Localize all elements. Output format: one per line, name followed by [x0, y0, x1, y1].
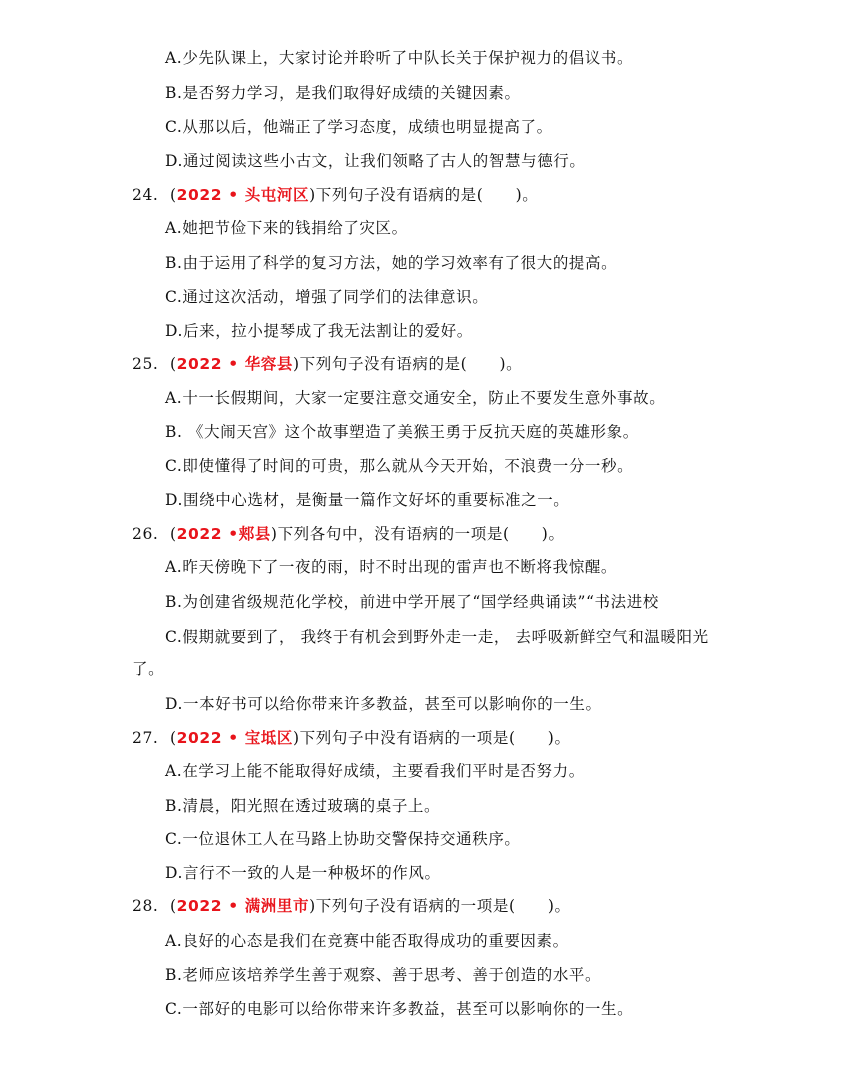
option-c: C.从那以后，他端正了学习态度，成绩也明显提高了。: [165, 118, 553, 136]
paren-close: ): [309, 897, 316, 915]
option-a: A.在学习上能不能取得好成绩，主要看我们平时是否努力。: [165, 762, 585, 780]
question-27: [132, 728, 571, 748]
option-d: D.通过阅读这些小古文，让我们领略了古人的智慧与德行。: [165, 152, 586, 170]
question-stem: 下列句子没有语病的是( )。: [299, 355, 523, 373]
question-source: 2022 • 头屯河区: [176, 186, 310, 204]
question-number: 26.: [132, 525, 159, 543]
question-number: 27.: [132, 729, 159, 747]
question-number: 24.: [132, 186, 159, 204]
option-b: B.是否努力学习，是我们取得好成绩的关键因素。: [165, 84, 521, 102]
option-a: A.良好的心态是我们在竞赛中能否取得成功的重要因素。: [165, 932, 569, 950]
question-number: 28.: [132, 897, 159, 915]
paren-close: ): [270, 525, 278, 543]
option-b: B.为创建省级规范化学校，前进中学开展了“国学经典诵读”“书法进校: [165, 593, 659, 611]
paren-open: (: [170, 186, 177, 204]
question-source: 2022 • 满洲里市: [176, 897, 310, 915]
question-26: [132, 524, 565, 544]
option-a: A.她把节俭下来的钱捐给了灾区。: [165, 219, 408, 237]
question-source: 2022 •郏县: [176, 525, 271, 543]
question-stem: 下列句子没有语病的是( )。: [315, 186, 539, 204]
paren-open: (: [170, 897, 177, 915]
option-b: B.由于运用了科学的复习方法，她的学习效率有了很大的提高。: [165, 254, 618, 272]
option-a: A.少先队课上，大家讨论并聆听了中队长关于保护视力的倡议书。: [165, 49, 634, 67]
option-c: C.通过这次活动，增强了同学们的法律意识。: [165, 288, 489, 306]
option-b: B. 《大闹天宫》这个故事塑造了美猴王勇于反抗天庭的英雄形象。: [165, 423, 639, 441]
option-c: C.一位退休工人在马路上协助交警保持交通秩序。: [165, 830, 521, 848]
option-c: C.一部好的电影可以给你带来许多教益，甚至可以影响你的一生。: [165, 1000, 634, 1018]
paren-close: ): [293, 355, 300, 373]
paren-open: (: [170, 729, 177, 747]
paren-open: (: [170, 355, 177, 373]
question-source: 2022 • 宝坻区: [176, 729, 293, 747]
option-d: D.围绕中心选材，是衡量一篇作文好坏的重要标准之一。: [165, 491, 570, 509]
option-d: D.言行不一致的人是一种极坏的作风。: [165, 864, 441, 882]
question-stem: 下列各句中，没有语病的一项是( )。: [277, 525, 565, 543]
paren-open: (: [170, 525, 177, 543]
question-stem: 下列句子没有语病的一项是( )。: [315, 897, 571, 915]
paren-close: ): [293, 729, 300, 747]
option-c: C.假期就要到了， 我终于有机会到野外走一走， 去呼吸新鲜空气和温暖阳光: [165, 628, 709, 646]
option-b: B.清晨，阳光照在透过玻璃的桌子上。: [165, 797, 441, 815]
question-24: [132, 185, 538, 205]
question-number: 25.: [132, 355, 159, 373]
question-25: [132, 354, 522, 374]
option-b: B.老师应该培养学生善于观察、善于思考、善于创造的水平。: [165, 966, 602, 984]
option-a: A.昨天傍晚下了一夜的雨，时不时出现的雷声也不断将我惊醒。: [165, 558, 618, 576]
question-stem: 下列句子中没有语病的一项是( )。: [299, 729, 571, 747]
paren-close: ): [309, 186, 316, 204]
question-28: [132, 896, 571, 916]
option-c-continuation: 了。: [132, 660, 165, 678]
question-source: 2022 • 华容县: [176, 355, 293, 373]
option-a: A.十一长假期间，大家一定要注意交通安全，防止不要发生意外事故。: [165, 389, 666, 407]
option-c: C.即使懂得了时间的可贵，那么就从今天开始，不浪费一分一秒。: [165, 457, 634, 475]
option-d: D.一本好书可以给你带来许多教益，甚至可以影响你的一生。: [165, 695, 602, 713]
option-d: D.后来，拉小提琴成了我无法割让的爱好。: [165, 322, 473, 340]
